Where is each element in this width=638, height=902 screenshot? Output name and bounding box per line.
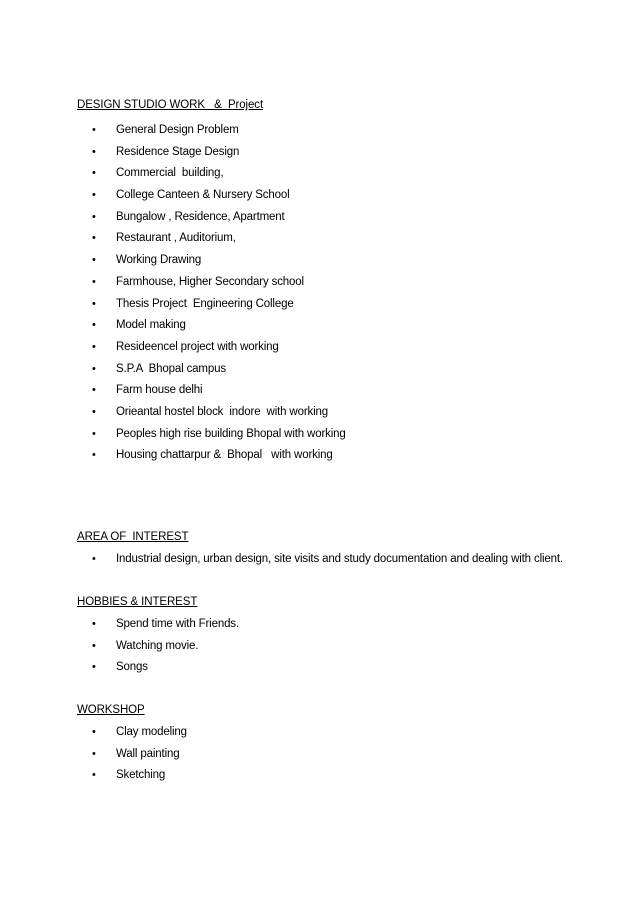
bullet-icon: • [92,449,96,462]
list-item [77,657,617,679]
list-item-text: Thesis Project Engineering College [116,297,294,310]
list-item-text: Residence Stage Design [116,145,240,158]
bullet-icon: • [92,189,96,202]
list-item [77,337,617,359]
list-item-text: Commercial building, [116,167,224,180]
bullet-icon: • [92,405,96,418]
bullet-icon: • [92,254,96,267]
bullet-icon: • [92,427,96,440]
list-item [77,294,617,316]
hobbies-heading: HOBBIES & INTEREST [77,596,198,608]
list-item [77,359,617,381]
list-item-text: Watching movie. [116,639,199,652]
list-item [77,614,617,636]
list-item [77,722,617,744]
list-item [77,424,617,446]
list-item-text: Orieantal hostel block indore with working [116,405,329,418]
bullet-icon: • [92,232,96,245]
list-item [77,402,617,424]
bullet-icon: • [92,297,96,310]
list-item-text: Peoples high rise building Bhopal with working [116,427,346,440]
list-item-text: S.P.A Bhopal campus [116,362,226,375]
hobbies-list [77,614,617,679]
list-item [77,228,617,250]
hobbies-section [77,595,617,679]
list-item [77,207,617,229]
list-item [77,272,617,294]
bullet-icon: • [92,747,96,760]
design-studio-section [77,98,617,467]
bullet-icon: • [92,726,96,738]
bullet-icon: • [92,639,96,652]
list-item-text: Farmhouse, Higher Secondary school [116,275,304,288]
bullet-icon: • [92,661,96,674]
area-of-interest-section [77,530,617,571]
list-item [77,765,617,787]
list-item-text: Farm house delhi [116,384,203,397]
list-item [77,380,617,402]
list-item [77,250,617,272]
bullet-icon: • [92,210,96,223]
list-item [77,549,617,571]
list-item-text: Housing chattarpur & Bhopal with working [116,449,333,462]
list-item-text: Industrial design, urban design, site visits and study documentation and dealing with client. [116,553,563,565]
design-studio-list [77,120,617,467]
list-item-text: Resideencel project with working [116,340,279,353]
bullet-icon: • [92,340,96,353]
workshop-section [77,703,617,787]
bullet-icon: • [92,319,96,332]
bullet-icon: • [92,618,96,630]
list-item-text: Spend time with Friends. [116,618,239,630]
workshop-list [77,722,617,787]
list-item [77,185,617,207]
list-item [77,120,617,142]
list-item-text: Restaurant , Auditorium, [116,232,236,245]
list-item-text: College Canteen & Nursery School [116,189,290,202]
list-item [77,445,617,467]
bullet-icon: • [92,362,96,375]
bullet-icon: • [92,167,96,180]
bullet-icon: • [92,145,96,158]
list-item-text: Model making [116,319,186,332]
list-item-text: Sketching [116,769,166,782]
list-item-text: Working Drawing [116,254,202,267]
list-item [77,163,617,185]
bullet-icon: • [92,124,96,136]
area-of-interest-heading: AREA OF INTEREST [77,531,189,543]
list-item [77,744,617,766]
list-item-text: Clay modeling [116,726,187,738]
list-item-text: Bungalow , Residence, Apartment [116,210,285,223]
bullet-icon: • [92,384,96,397]
bullet-icon: • [92,275,96,288]
list-item-text: Wall painting [116,747,180,760]
list-item [77,636,617,658]
design-studio-heading: DESIGN STUDIO WORK & Project [77,99,264,111]
list-item [77,315,617,337]
bullet-icon: • [92,769,96,782]
workshop-heading: WORKSHOP [77,704,145,716]
list-item-text: Songs [116,661,148,674]
bullet-icon: • [92,553,96,565]
area-of-interest-list [77,549,617,571]
list-item [77,142,617,164]
list-item-text: General Design Problem [116,124,239,136]
